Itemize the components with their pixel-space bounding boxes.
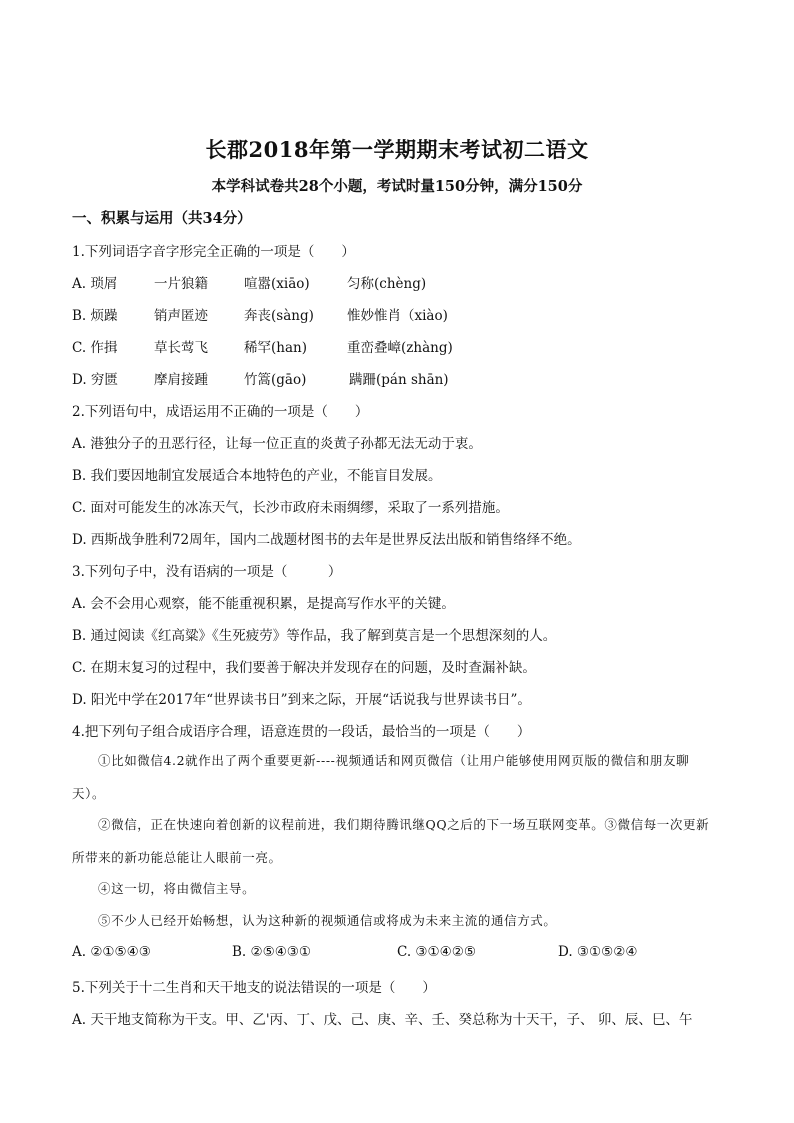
question-4-sentence-5: ⑤不少人已经开始畅想，认为这种新的视频通信或将成为未来主流的通信方式。: [98, 913, 557, 928]
choice-c: C. ③①④②⑤: [397, 944, 476, 960]
option-word: 重峦叠嶂(zhàng): [347, 340, 453, 356]
option-word: C. 作揖: [72, 340, 118, 356]
question-3-option-a: A. 会不会用心观察，能不能重视积累，是提高写作水平的关键。: [72, 596, 455, 612]
question-4-stem: 4.把下列句子组合成语序合理，语意连贯的一段话，最恰当的一项是（ ）: [72, 724, 531, 740]
question-4-sentence-2-3: ②微信，正在快速向着创新的议程前进，我们期待腾讯继QQ之后的下一场互联网变革。③微信每一次更新所带来的新功能总能让人眼前一亮。: [72, 817, 710, 865]
choice-a: A. ②①⑤④③: [72, 944, 151, 960]
question-2-stem: 2.下列语句中，成语运用不正确的一项是（ ）: [72, 404, 369, 420]
section-heading: 一、积累与运用（共34分）: [72, 210, 252, 227]
option-word: 喧嚣(xiāo): [244, 276, 310, 292]
question-2-option-c: C. 面对可能发生的冰冻天气，长沙市政府未雨绸缪，采取了一系列措施。: [72, 500, 509, 516]
option-word: 竹篙(gāo): [244, 372, 307, 388]
question-4-sentence-4: ④这一切，将由微信主导。: [98, 881, 256, 896]
option-word: A. 琐屑: [72, 276, 118, 292]
option-word: 蹒跚(pán shān): [349, 372, 449, 388]
option-word: D. 穷匮: [72, 372, 118, 388]
page-title: 长郡2018年第一学期期末考试初二语文: [205, 137, 589, 162]
choice-b: B. ②⑤④③①: [232, 944, 312, 960]
option-word: 惟妙惟肖（xiào): [347, 308, 448, 324]
option-word: 销声匿迹: [154, 308, 208, 324]
option-word: 奔丧(sàng): [244, 308, 314, 324]
question-3-option-c: C. 在期末复习的过程中，我们要善于解决并发现存在的问题，及时查漏补缺。: [72, 660, 536, 676]
question-2-option-b: B. 我们要因地制宜发展适合本地特色的产业，不能盲目发展。: [72, 468, 442, 484]
question-2-option-a: A. 港独分子的丑恶行径，让每一位正直的炎黄子孙都无法无动于衷。: [72, 436, 482, 452]
question-4-sentence-1: ①比如微信4.2就作出了两个重要更新----视频通话和网页微信（让用户能够使用网页版的微信和朋友聊天）。: [72, 753, 690, 801]
option-word: 稀罕(han): [244, 340, 307, 356]
option-word: 摩肩接踵: [154, 372, 208, 388]
option-word: B. 烦躁: [72, 308, 118, 324]
choice-d: D. ③①⑤②④: [558, 944, 638, 960]
question-5-stem: 5.下列关于十二生肖和天干地支的说法错误的一项是（ ）: [72, 980, 436, 996]
page-subtitle: 本学科试卷共28个小题，考试时量150分钟，满分150分: [211, 178, 583, 195]
option-word: 一片狼籍: [154, 276, 208, 292]
option-word: 草长莺飞: [154, 340, 208, 356]
question-5-option-a: A. 天干地支简称为干支。甲、乙'丙、丁、戊、己、庚、辛、壬、癸总称为十天干，子、 卯、辰、巳、午: [72, 1012, 693, 1028]
option-word: 匀称(chèng): [347, 276, 427, 292]
question-3-option-b: B. 通过阅读《红高粱》《生死疲劳》等作品，我了解到莫言是一个思想深刻的人。: [72, 628, 557, 644]
question-3-option-d: D. 阳光中学在2017年“世界读书日”到来之际，开展“话说我与世界读书日”。: [72, 692, 531, 708]
question-1-stem: 1.下列词语字音字形完全正确的一项是（ ）: [72, 244, 355, 260]
question-2-option-d: D. 西斯战争胜利72周年，国内二战题材图书的去年是世界反法出版和销售络绎不绝。: [72, 532, 581, 548]
question-3-stem: 3.下列句子中，没有语病的一项是（ ）: [72, 564, 342, 580]
